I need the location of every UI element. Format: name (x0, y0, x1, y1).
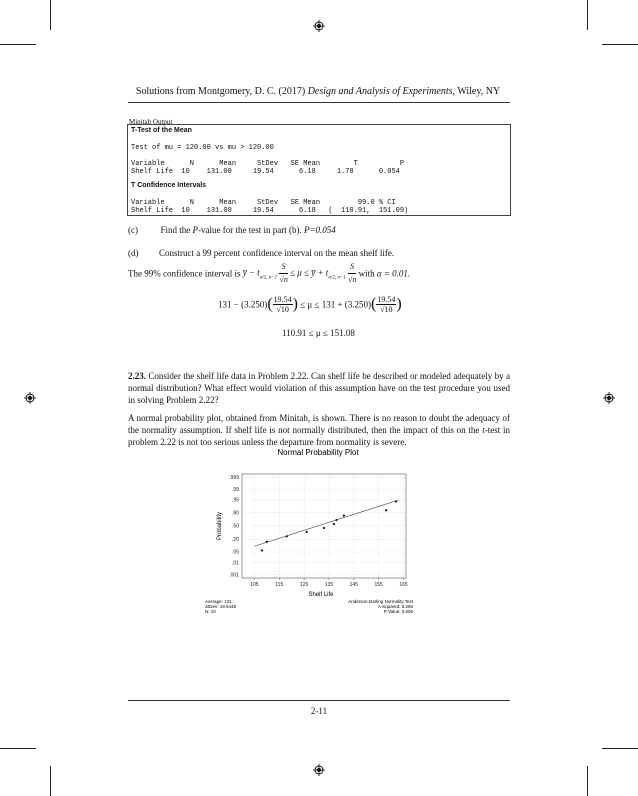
y-tick-label: .50 (232, 523, 239, 530)
ci-sentence (128, 261, 410, 286)
ad-pvalue: P-Value: 0.606 (383, 609, 413, 614)
frac-num: S (279, 261, 287, 274)
y-tick-label: .80 (232, 510, 239, 517)
stat-n: N: 10 (205, 609, 216, 614)
ybar: y̅ (242, 267, 247, 278)
ttest-table-header: Variable N Mean StDev SE Mean T P (131, 160, 405, 168)
header-prefix: Solutions from Montgomery, D. C. (2017) (135, 86, 308, 97)
y-tick-label: .95 (232, 497, 239, 504)
part-c-p: P (192, 225, 199, 235)
ttest-heading: T-Test of the Mean (131, 127, 192, 134)
crop-mark (587, 0, 588, 30)
problem-number: 2.23. (128, 371, 146, 381)
part-d (128, 247, 394, 259)
ad-asquared: A-Squared: 0.266 (377, 604, 413, 609)
normal-probability-plot (190, 444, 440, 624)
minitab-label: Minitab Output (129, 118, 173, 126)
data-point (323, 527, 325, 529)
registration-mark-icon (24, 392, 36, 404)
page-number: 2-11 (310, 706, 328, 716)
x-tick-label: 115 (275, 582, 284, 588)
eq1-frac (273, 295, 293, 314)
x-tick-label: 165 (399, 582, 408, 588)
crop-mark (0, 748, 36, 749)
ttest-line: Test of mu = 120.00 vs mu > 120.00 (131, 144, 274, 152)
eq1-mid: ≤ μ ≤ 131 + (3.250) (300, 299, 372, 310)
chart-title: Normal Probability Plot (277, 448, 359, 457)
inequality: ≤ μ ≤ (287, 267, 312, 278)
data-point (335, 519, 337, 521)
data-point (343, 515, 345, 517)
eq1-num2: 19.54 (377, 295, 396, 304)
ci-heading: T Confidence Intervals (131, 182, 207, 189)
header-suffix: , Wiley, NY (452, 86, 501, 97)
answer-pre: A normal probability plot, obtained from Minitab, is shown. There is no reason to doubt the adequacy of the normality assumption. If shelf life is not normally distributed, then the impact of this on the (128, 413, 510, 435)
header-book-title: Design and Analysis of Experiments (307, 86, 453, 97)
stats-left (205, 599, 237, 614)
frac-den: √n (279, 275, 288, 284)
t-subscript: α/2, n−1 (259, 275, 278, 281)
ci-alpha: α = 0.01. (376, 268, 411, 279)
minitab-output-box (127, 124, 511, 216)
eq1-den2: √10 (380, 305, 393, 314)
running-header (118, 86, 518, 97)
ttest-table-row: Shelf Life 10 131.00 19.54 6.18 1.78 0.054 (131, 168, 400, 176)
ci-formula (243, 261, 357, 286)
stat-average: Average: 131 (205, 599, 232, 604)
ad-test-title: Anderson-Darling Normality Test (348, 599, 413, 604)
crop-mark (50, 766, 51, 796)
plot-area (229, 474, 408, 588)
s-over-sqrt-n (348, 261, 356, 286)
ci-table-row: Shelf Life 10 131.00 19.54 6.18 ( 110.91, 151.09) (131, 207, 409, 215)
data-point (306, 531, 308, 533)
data-point (261, 549, 263, 551)
registration-mark-icon (313, 764, 325, 776)
ci-sentence-pre: The 99% confidence interval is (128, 268, 241, 279)
x-tick-label: 155 (374, 582, 383, 588)
crop-mark (602, 44, 638, 45)
problem-2-23 (128, 370, 510, 406)
y-axis-label: Probability (217, 511, 223, 541)
y-tick-label: .01 (232, 560, 239, 567)
ci-table-header: Variable N Mean StDev SE Mean 99.0 % CI (131, 199, 396, 207)
crop-mark (602, 748, 638, 749)
data-point (395, 500, 397, 502)
ci-equation-1: 131 − (3.250)( $\frac{19.54}{√10}$ ) ≤ μ ≤ 131 + (3.250)( $\frac{19.54}{√10}$ ) (218, 295, 402, 314)
x-tick-label: 145 (349, 582, 358, 588)
x-tick-label: 125 (299, 582, 309, 588)
part-c (128, 224, 336, 236)
y-tick-label: .001 (229, 572, 239, 579)
x-axis-label: Shelf Life (308, 592, 334, 598)
ci-with: with (358, 268, 375, 279)
y-tick-label: .20 (232, 536, 239, 543)
minus-t: − t (246, 267, 260, 278)
ybar: y̅ (311, 267, 316, 278)
x-tick-label: 105 (250, 582, 259, 588)
eq1-num: 19.54 (273, 295, 292, 304)
answer-t: t (482, 425, 485, 435)
y-tick-label: .999 (229, 474, 239, 481)
part-d-label: (d) (128, 248, 139, 258)
part-c-answer: P=0.054 (303, 225, 336, 235)
part-c-text-pre: Find the (160, 225, 193, 235)
problem-text: Consider the shelf life data in Problem 2.22. Can shelf life be described or modeled adequately by a normal distribution? What effect would violation of this assumption have on the test procedure you used in solving Problem 2.22? (128, 371, 510, 405)
y-tick-label: .99 (232, 486, 239, 493)
plus-t: + t (315, 267, 329, 278)
crop-mark (50, 0, 51, 30)
y-tick-label: .05 (232, 549, 239, 556)
part-c-text-post: -value for the test in part (b). (198, 225, 304, 235)
part-d-text: Construct a 99 percent confidence interval on the mean shelf life. (159, 248, 395, 258)
data-point (286, 535, 288, 537)
data-point (385, 509, 387, 511)
footer-rule (128, 700, 510, 701)
eq1-left: 131 − (3.250) (218, 299, 268, 310)
frac-den: √n (347, 275, 357, 284)
part-c-label: (c) (128, 225, 138, 235)
x-tick-label: 135 (324, 582, 334, 588)
registration-mark-icon (313, 20, 325, 32)
s-over-sqrt-n (279, 261, 287, 286)
data-point (266, 541, 268, 543)
frac-num: S (348, 261, 356, 274)
answer-paragraph (128, 412, 510, 448)
stats-right (348, 599, 413, 614)
answer-post: -test in problem 2.22 is not too serious unless the departure from normality is severe. (128, 425, 510, 447)
stat-stdev: StDev: 19.5448 (205, 604, 237, 609)
crop-mark (587, 766, 588, 796)
registration-mark-icon (603, 392, 615, 404)
ci-equation-2: 110.91 ≤ μ ≤ 151.08 (282, 328, 355, 338)
eq1-frac2 (376, 295, 396, 314)
header-rule (128, 102, 510, 103)
t-subscript: α/2, n−1 (328, 275, 346, 281)
crop-mark (0, 44, 36, 45)
data-point (333, 523, 335, 525)
eq1-den: √10 (276, 305, 289, 314)
